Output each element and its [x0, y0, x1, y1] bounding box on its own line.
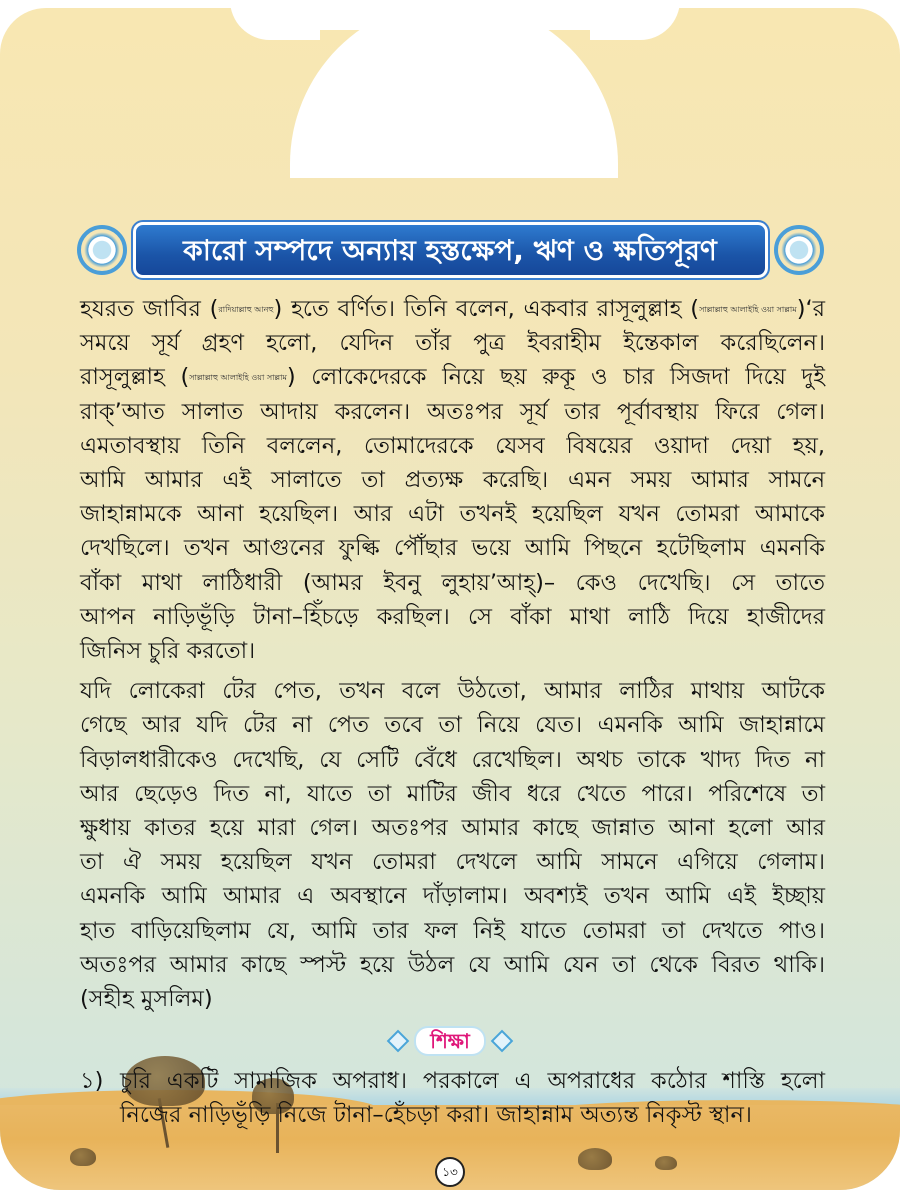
text-segment: দেখছিলে। তখন আগুনের ফুল্কি পৌঁছার ভয়ে আমি পিছনে হটেছিলাম এমনকি — [80, 535, 825, 562]
text-line — [80, 292, 825, 326]
text-line — [80, 395, 825, 429]
text-segment: (সহীহ মুসলিম) — [80, 986, 213, 1013]
text-line — [80, 600, 825, 634]
title-banner — [0, 222, 900, 278]
page-number: ১৩ — [435, 1157, 465, 1187]
text-segment: এমনকি আমি আমার এ অবস্থানে দাঁড়ালাম। অবশ্যই তখন আমি এই ইচ্ছায় — [80, 883, 825, 910]
text-line — [80, 982, 825, 1016]
text-line — [80, 777, 825, 811]
lesson-heading: শিক্ষা — [414, 1026, 486, 1056]
page-number-row — [0, 1157, 900, 1187]
text-segment: অতঃপর আমার কাছে স্পস্ট হয়ে উঠল যে আমি যেন তা থেকে বিরত থাকি। — [80, 951, 825, 978]
lesson-heading-badge — [0, 1026, 900, 1056]
text-segment: জাহান্নামকে আনা হয়েছিল। আর এটা তখনই হয়েছিল যখন তোমরা আমাকে — [80, 501, 825, 528]
text-line — [80, 566, 825, 600]
text-segment: সময়ে সূর্য গ্রহণ হলো, যেদিন তাঁর পুত্র ইবরাহীম ইন্তেকাল করেছিলেন। — [80, 330, 825, 357]
honorific-calligraphy: রাদিয়াল্লাহু আনহু — [218, 304, 274, 314]
text-line — [80, 531, 825, 565]
lesson-item-line: চুরি একটি সামাজিক অপরাধ। পরকালে এ অপরাধের কঠোর শাস্তি হলো — [120, 1068, 825, 1095]
text-line — [80, 497, 825, 531]
lesson-item-number: ১) — [80, 1068, 104, 1095]
text-segment: ক্ষুধায় কাতর হয়ে মারা গেল। অতঃপর আমার কাছে জান্নাত আনা হলো আর — [80, 815, 825, 842]
text-segment: তা ঐ সময় হয়েছিল যখন তোমরা দেখলে আমি সামনে এগিয়ে গেলাম। — [80, 849, 825, 876]
text-segment: আমি আমার এই সালাতে তা প্রত্যক্ষ করেছি। এমন সময় আমার সামনে — [80, 467, 825, 494]
text-segment: যদি লোকেরা টের পেত, তখন বলে উঠতো, আমার লাঠির মাথায় আটকে — [80, 678, 825, 705]
text-line — [80, 914, 825, 948]
text-segment: ) লোকেদেরকে নিয়ে ছয় রুকূ ও চার সিজদা দিয়ে দুই — [286, 364, 825, 391]
lesson-item-line: নিজের নাড়িভূঁড়ি নিজে টানা–হেঁচড়া করা। জাহান্নাম অত্যন্ত নিকৃস্ট স্থান। — [120, 1102, 752, 1129]
hadith-text — [80, 292, 825, 1016]
text-segment: ) হতে বর্ণিত। তিনি বলেন, একবার রাসূলুল্লাহ ( — [273, 296, 700, 322]
text-segment: )‘র — [796, 296, 825, 322]
hanger-arch-cutout — [290, 8, 618, 178]
text-line — [80, 743, 825, 777]
text-segment: হাত বাড়িয়েছিলাম যে, আমি তার ফল নিই যাতে তোমরা তা দেখতে পাও। — [80, 917, 825, 944]
honorific-calligraphy: সাল্লাল্লাহু আলাইহি ওয়া সাল্লাম — [189, 372, 287, 382]
text-segment: রাসূলুল্লাহ ( — [80, 364, 190, 391]
text-segment: আপন নাড়িভূঁড়ি টানা–হিঁচড়ে করছিল। সে বাঁকা মাথা লাঠি দিয়ে হাজীদের — [80, 603, 825, 630]
text-segment: বিড়ালধারীকেও দেখেছি, যে সেটি বেঁধে রেখেছিল। অথচ তাকে খাদ্য দিত না — [80, 746, 825, 773]
text-line — [80, 948, 825, 982]
page-title: কারো সম্পদে অন্যায় হস্তক্ষেপ, ঋণ ও ক্ষতিপূরণ — [133, 222, 768, 278]
text-line — [80, 708, 825, 742]
text-line — [80, 845, 825, 879]
text-line — [80, 879, 825, 913]
text-line — [80, 429, 825, 463]
text-line — [80, 634, 825, 668]
text-line — [80, 463, 825, 497]
text-segment: বাঁকা মাথা লাঠিধারী (আমর ইবনু লুহায়’আহ্)– কেও দেখেছি। সে তাতে — [80, 569, 825, 596]
ornament-icon — [387, 1030, 410, 1053]
text-line — [80, 326, 825, 360]
hanger-shoulder-left — [230, 8, 320, 40]
hanger-shoulder-right — [590, 8, 680, 40]
text-segment: গেছে আর যদি টের না পেত তবে তা নিয়ে যেত। এমনকি আমি জাহান্নামে — [80, 712, 825, 739]
ornament-left-icon — [77, 225, 127, 275]
text-line — [80, 674, 825, 708]
ornament-right-icon — [774, 225, 824, 275]
page-content — [0, 222, 900, 1187]
text-segment: এমতাবস্থায় তিনি বললেন, তোমাদেরকে যেসব বিষয়ের ওয়াদা দেয়া হয়, — [80, 432, 825, 459]
text-line — [80, 360, 825, 394]
lesson-item — [80, 1064, 825, 1132]
honorific-calligraphy: সাল্লাল্লাহু আলাইহি ওয়া সাল্লাম — [699, 304, 797, 314]
ornament-icon — [490, 1030, 513, 1053]
text-segment: রাক্‌’আত সালাত আদায় করলেন। অতঃপর সূর্য তার পূর্বাবস্থায় ফিরে গেল। — [80, 398, 825, 425]
text-line — [80, 811, 825, 845]
lesson-item-body — [120, 1064, 825, 1132]
text-segment: আর ছেড়েও দিত না, যাতে তা মাটির জীব ধরে খেতে পারে। পরিশেষে তা — [80, 780, 825, 807]
text-segment: জিনিস চুরি করতো। — [80, 638, 256, 665]
text-segment: হযরত জাবির ( — [80, 296, 219, 322]
hadith-paragraph-1 — [80, 292, 825, 668]
hadith-paragraph-2 — [80, 674, 825, 1016]
